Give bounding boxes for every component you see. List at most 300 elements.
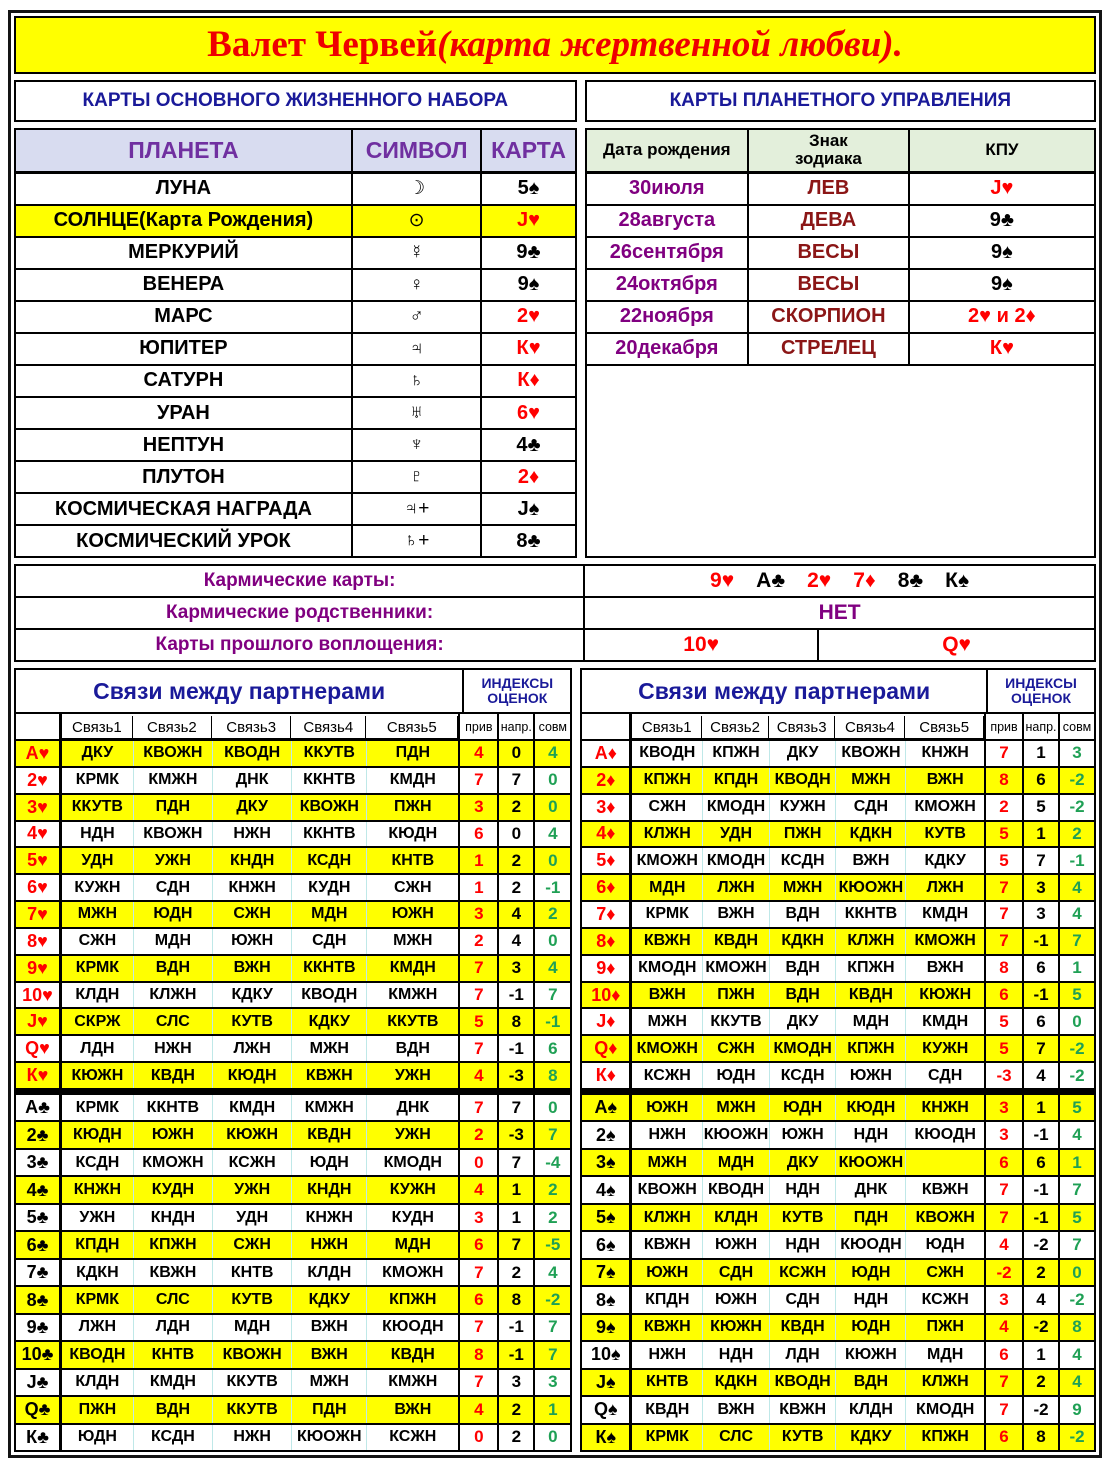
index-cell: 6 (984, 1425, 1022, 1450)
index-cell: 7 (497, 768, 533, 793)
partner-row-7♦ (582, 902, 1094, 929)
link-cell: НДН (80, 824, 115, 842)
link-cell: КРМК (75, 1098, 120, 1116)
index-cell: -1 (1022, 929, 1058, 954)
link-cell: КПДН (702, 768, 769, 793)
partner-row-3♠ (582, 1150, 1094, 1177)
card-label: 4♥ (16, 822, 62, 847)
link-cell: МЖН (291, 1036, 366, 1061)
link-cell: КПЖН (835, 1036, 905, 1061)
planet-symbol: ♄ (353, 366, 483, 396)
card-label: 7♦ (582, 902, 632, 927)
partner-row-3♣ (16, 1150, 570, 1177)
link-cell: СЖН (702, 1036, 769, 1061)
link-cell: ЮЖН (702, 1287, 769, 1312)
index-cell: 7 (984, 741, 1022, 766)
index-cell: 7 (984, 1370, 1022, 1395)
mgmt-row (587, 334, 1094, 366)
link-cell: ЮЖН (769, 1122, 836, 1147)
past-incarnation-values (585, 630, 1094, 660)
link-cell: КЮОДН (835, 1232, 905, 1257)
card-label: 3♦ (582, 795, 632, 820)
link-cell: КУЖН (366, 1177, 458, 1202)
link-col-header: Связь2 (701, 716, 769, 739)
kpu-card: 9♣ (989, 209, 1015, 232)
link-cell: КВОДН (639, 744, 696, 762)
link-cell: ЮЖН (835, 1063, 905, 1088)
link-cell: КМОДН (366, 1150, 458, 1175)
partner-row-8♣ (16, 1287, 570, 1314)
index-cell: 0 (533, 929, 570, 954)
link-cell: КМДН (905, 1009, 984, 1034)
link-cell: КЮДН (835, 1095, 905, 1120)
link-cell: ККУТВ (366, 1009, 458, 1034)
card-label: 5♠ (582, 1205, 632, 1230)
link-cell: КСЖН (643, 1066, 691, 1084)
link-cell: КВЖН (133, 1260, 212, 1285)
link-cell: КНТВ (645, 1373, 689, 1391)
planet-name: НЕПТУН (16, 430, 353, 460)
index-cell: 8 (1058, 1315, 1094, 1340)
main-life-set-header: КАРТЫ ОСНОВНОГО ЖИЗНЕННОГО НАБОРА (14, 80, 577, 122)
partner-row-4♥ (16, 822, 570, 849)
partner-row-5♦ (582, 848, 1094, 875)
index-cell: 1 (1022, 1095, 1058, 1120)
planet-symbol: ♀ (353, 270, 483, 300)
index-cell: -4 (533, 1150, 570, 1175)
index-cell: 4 (497, 902, 533, 927)
index-cell: 1 (1022, 822, 1058, 847)
index-cell: 6 (984, 1342, 1022, 1367)
link-cell: КУДН (291, 875, 366, 900)
index-cell: -2 (1058, 795, 1094, 820)
index-cell: 4 (533, 956, 570, 981)
zodiac-sign: ДЕВА (749, 206, 910, 236)
link-cell: КДКУ (212, 983, 291, 1008)
planet-row (16, 526, 575, 556)
link-cell: КВОЖН (637, 1181, 697, 1199)
planet-row (16, 398, 575, 430)
partner-row-К♦ (582, 1063, 1094, 1088)
partner-section-hearts (16, 741, 570, 1088)
partner-row-2♣ (16, 1122, 570, 1149)
past-incarnation-row (16, 630, 1094, 660)
link-cell: КЮДН (212, 1063, 291, 1088)
partner-row-7♣ (16, 1260, 570, 1287)
index-cell: 4 (1058, 1370, 1094, 1395)
index-cell: 6 (984, 983, 1022, 1008)
link-cell: КЮДН (72, 1126, 122, 1144)
link-cell: КМОДН (702, 795, 769, 820)
link-cell: КВДН (366, 1342, 458, 1367)
link-cell: ПЖН (702, 983, 769, 1008)
index-cell: -2 (984, 1260, 1022, 1285)
card-label: Q♦ (582, 1036, 632, 1061)
partner-row-4♦ (582, 822, 1094, 849)
index-cell: 2 (1022, 1260, 1058, 1285)
partner-subheader (582, 714, 1094, 741)
mgmt-row (587, 238, 1094, 270)
planet-symbol: ♆ (353, 430, 483, 460)
link-cell: ВЖН (291, 1315, 366, 1340)
card-label: К♥ (16, 1063, 62, 1088)
link-cell: ККУТВ (71, 798, 123, 816)
index-cell: 2 (533, 902, 570, 927)
kpu-card: J♥ (990, 177, 1014, 200)
partner-row-К♣ (16, 1425, 570, 1450)
link-cell: КРМК (75, 771, 120, 789)
link-cell: КЮОДН (905, 1122, 984, 1147)
index-cell: 6 (458, 1287, 497, 1312)
planet-name: ЛУНА (16, 174, 353, 204)
index-cell: 4 (984, 1315, 1022, 1340)
link-cell: МДН (702, 1150, 769, 1175)
link-col-header: Связь5 (904, 716, 984, 739)
index-cell: 2 (458, 1122, 497, 1147)
index-cell: -1 (1022, 983, 1058, 1008)
link-cell: ЮЖН (646, 1098, 689, 1116)
link-cell: КДКУ (291, 1287, 366, 1312)
link-cell: КВДН (291, 1122, 366, 1147)
link-cell: ЮДН (77, 1428, 117, 1446)
planet-card: 9♠ (517, 273, 540, 296)
link-cell: ВЖН (212, 956, 291, 981)
index-cell: 3 (458, 902, 497, 927)
index-cell: 7 (984, 929, 1022, 954)
card-label: 3♣ (16, 1150, 62, 1175)
index-cell: 0 (497, 822, 533, 847)
link-cell: КЮОЖН (291, 1425, 366, 1450)
link-cell: ККНТВ (133, 1095, 212, 1120)
link-cell: ПДН (291, 1397, 366, 1422)
kpu-card: К♥ (989, 337, 1014, 360)
index-cell: 4 (984, 1232, 1022, 1257)
index-cell: 6 (458, 822, 497, 847)
link-cell: КНЖН (212, 875, 291, 900)
index-col-header: прив (984, 714, 1022, 739)
link-cell: МЖН (835, 768, 905, 793)
index-cell: 5 (458, 1009, 497, 1034)
link-cell: КДКН (835, 822, 905, 847)
index-cell: 6 (533, 1036, 570, 1061)
index-cell: -1 (497, 1315, 533, 1340)
link-cell: КЛДН (75, 1373, 120, 1391)
link-cell: КУТВ (905, 822, 984, 847)
index-cell: 4 (533, 822, 570, 847)
link-cell: ДНК (366, 1095, 458, 1120)
partner-table-left (14, 668, 572, 1452)
index-cell: 1 (497, 1177, 533, 1202)
card-label: 6♥ (16, 875, 62, 900)
link-cell: ВДН (366, 1036, 458, 1061)
past-incarnation-label: Карты прошлого воплощения: (16, 630, 585, 660)
index-cell: -1 (1058, 848, 1094, 873)
card-label: 9♥ (16, 956, 62, 981)
link-cell: КМДН (133, 1370, 212, 1395)
link-cell: КРМК (645, 1428, 689, 1446)
card-label: 7♥ (16, 902, 62, 927)
karmic-relatives-value: НЕТ (818, 601, 861, 625)
planet-card: 2♦ (517, 465, 540, 488)
partner-section-spades (582, 1095, 1094, 1450)
link-cell: ДНК (835, 1177, 905, 1202)
partner-table-header (582, 670, 1094, 714)
mgmt-row (587, 206, 1094, 238)
link-cell: ЛЖН (702, 875, 769, 900)
index-cell: 1 (458, 848, 497, 873)
link-cell: СЛС (133, 1009, 212, 1034)
link-cell: КНДН (212, 848, 291, 873)
link-cell: МДН (835, 1009, 905, 1034)
link-cell: ВЖН (905, 956, 984, 981)
link-cell: СЖН (366, 875, 458, 900)
link-cell: СЛС (133, 1287, 212, 1312)
partner-row-К♠ (582, 1425, 1094, 1450)
symbol-col-header: СИМВОЛ (353, 130, 483, 171)
link-cell: КВЖН (643, 1236, 691, 1254)
karmic-relatives-row (16, 598, 1094, 630)
link-cell: МЖН (769, 875, 836, 900)
link-cell: КМОДН (769, 1036, 836, 1061)
birth-date: 24октября (587, 270, 749, 300)
card-label: 2♥ (16, 768, 62, 793)
index-cell: 0 (458, 1150, 497, 1175)
index-cell: 7 (497, 1095, 533, 1120)
index-cell: 3 (984, 1122, 1022, 1147)
index-cell: 4 (1022, 1287, 1058, 1312)
kpu-card: 2♥ и 2♦ (968, 305, 1036, 328)
index-cell: 2 (497, 875, 533, 900)
mgmt-table-header (587, 130, 1094, 174)
link-cell: ПДН (366, 741, 458, 766)
index-cell: 5 (1022, 795, 1058, 820)
link-cell: ККНТВ (291, 956, 366, 981)
link-cell: ККУТВ (702, 1009, 769, 1034)
index-cell: 3 (1058, 741, 1094, 766)
link-cell: КСДН (769, 1063, 836, 1088)
index-cell: 3 (1022, 875, 1058, 900)
planet-card: J♥ (517, 209, 541, 232)
index-header (986, 670, 1094, 712)
index-cell: 4 (533, 1260, 570, 1285)
planet-card: J♠ (517, 497, 540, 520)
index-cell: 6 (1022, 1150, 1058, 1175)
link-cell: КУТВ (212, 1009, 291, 1034)
link-cell: ККУТВ (212, 1397, 291, 1422)
index-cell: 6 (1022, 1009, 1058, 1034)
partner-row-А♦ (582, 741, 1094, 768)
link-cell: КНТВ (212, 1260, 291, 1285)
link-cell: СДН (769, 1287, 836, 1312)
planet-name: ЮПИТЕР (16, 334, 353, 364)
index-cell: 7 (984, 1177, 1022, 1202)
link-cell: КПЖН (133, 1232, 212, 1257)
link-cell: МЖН (647, 1153, 687, 1171)
link-cell: ЮЖН (646, 1263, 689, 1281)
index-cell: 0 (533, 1425, 570, 1450)
link-cell: КЮДН (366, 822, 458, 847)
link-cell: КВЖН (643, 1318, 691, 1336)
index-cell: 0 (1058, 1009, 1094, 1034)
index-cell: 3 (984, 1287, 1022, 1312)
link-cell: ДКУ (769, 741, 836, 766)
link-cell: ЛЖН (212, 1036, 291, 1061)
card-label: 10♠ (582, 1342, 632, 1367)
past-card-2: Q♥ (942, 633, 972, 657)
link-cell: КВОДН (769, 768, 836, 793)
index-cell: 8 (497, 1009, 533, 1034)
link-cell: СЖН (905, 1260, 984, 1285)
planet-card: 9♣ (516, 241, 541, 264)
index-cell: 6 (984, 1150, 1022, 1175)
partner-row-5♣ (16, 1205, 570, 1232)
link-cell: МЖН (366, 929, 458, 954)
partner-row-Q♥ (16, 1036, 570, 1063)
upper-tables (14, 128, 1096, 559)
link-cell: КМДН (212, 1095, 291, 1120)
link-cell: ККНТВ (835, 902, 905, 927)
link-cell: КМОДН (702, 848, 769, 873)
index-cell: 7 (984, 1205, 1022, 1230)
index-cell: 5 (984, 822, 1022, 847)
link-cell: ВЖН (702, 902, 769, 927)
card-label: 9♣ (16, 1315, 62, 1340)
card-label: 3♥ (16, 795, 62, 820)
zodiac-sign: СКОРПИОН (749, 302, 910, 332)
link-cell: КВОДН (769, 1370, 836, 1395)
link-cell: КПЖН (702, 741, 769, 766)
index-col-header: совм (533, 714, 570, 739)
link-cell: КВДН (133, 1063, 212, 1088)
card-label: 4♠ (582, 1177, 632, 1202)
index-cell: 7 (458, 983, 497, 1008)
index-cell: 4 (1022, 1063, 1058, 1088)
link-cell: ДКУ (769, 1009, 836, 1034)
link-cell: ВЖН (366, 1397, 458, 1422)
planet-row (16, 238, 575, 270)
link-cell: ЮЖН (366, 902, 458, 927)
index-cell: 2 (984, 795, 1022, 820)
link-cell: ВЖН (648, 986, 686, 1004)
partner-row-6♥ (16, 875, 570, 902)
index-col-header: прив (458, 714, 497, 739)
partner-table-title: Связи между партнерами (638, 677, 931, 704)
link-cell: КСЖН (212, 1150, 291, 1175)
index-cell: 3 (458, 1205, 497, 1230)
subheader-spacer (16, 714, 62, 739)
link-cell: МДН (212, 1315, 291, 1340)
partner-row-Q♣ (16, 1397, 570, 1424)
link-cell: ККНТВ (291, 768, 366, 793)
card-label: 2♦ (582, 768, 632, 793)
link-cell: ВДН (835, 1370, 905, 1395)
link-col-header: Связь4 (290, 716, 366, 739)
index-cell: 7 (984, 1397, 1022, 1422)
partner-row-8♠ (582, 1287, 1094, 1314)
index-cell: 3 (984, 1095, 1022, 1120)
link-cell: НЖН (212, 1425, 291, 1450)
link-cell: КЮЖН (71, 1066, 124, 1084)
link-cell: КВЖН (291, 1063, 366, 1088)
card-label: К♣ (16, 1425, 62, 1450)
link-cell: ДКУ (212, 795, 291, 820)
partner-row-9♠ (582, 1315, 1094, 1342)
link-cell: КНЖН (73, 1181, 122, 1199)
partner-row-Q♦ (582, 1036, 1094, 1063)
link-cell: МЖН (647, 1012, 687, 1030)
link-cell: КВОЖН (133, 822, 212, 847)
link-cell: КМЖН (366, 1370, 458, 1395)
link-col-header: Связь2 (132, 716, 212, 739)
link-cell: КМОДН (905, 1397, 984, 1422)
index-cell: -3 (497, 1122, 533, 1147)
link-cell: КПЖН (835, 956, 905, 981)
index-cell: -1 (1022, 1177, 1058, 1202)
mgmt-rows (587, 174, 1094, 366)
card-label: 7♠ (582, 1260, 632, 1285)
planetary-rule-header: КАРТЫ ПЛАНЕТНОГО УПРАВЛЕНИЯ (585, 80, 1096, 122)
planet-row (16, 494, 575, 526)
link-col-header: Связь3 (211, 716, 291, 739)
link-cell: ЮЖН (212, 929, 291, 954)
link-cell: КМОЖН (636, 851, 698, 869)
index-cell: 7 (984, 902, 1022, 927)
link-cell: КВОЖН (835, 741, 905, 766)
planet-card: 4♣ (516, 433, 541, 456)
card-label: 8♣ (16, 1287, 62, 1312)
card-label: 6♣ (16, 1232, 62, 1257)
link-cell: КСДН (133, 1425, 212, 1450)
link-cell: КУЖН (905, 1036, 984, 1061)
planet-card: К♥ (516, 337, 541, 360)
index-cell: 2 (533, 1177, 570, 1202)
index-cell: 4 (458, 1177, 497, 1202)
link-cell: ВДН (769, 983, 836, 1008)
link-cell: МДН (905, 1342, 984, 1367)
index-header-text: ИНДЕКСЫ ОЦЕНОК (1005, 674, 1077, 706)
link-cell: КЮЖН (702, 1315, 769, 1340)
empty-area (587, 366, 1094, 557)
page-frame (8, 10, 1102, 1458)
link-cell: КЛДН (75, 986, 120, 1004)
index-cell: 4 (497, 929, 533, 954)
birth-date: 30июля (587, 174, 749, 204)
link-cell: НЖН (648, 1126, 687, 1144)
link-cell: ЮЖН (702, 1232, 769, 1257)
index-cell: -1 (533, 875, 570, 900)
partner-table-header (16, 670, 570, 714)
partner-row-А♠ (582, 1095, 1094, 1122)
link-cell: КСЖН (905, 1287, 984, 1312)
link-cell: КЮЖН (905, 983, 984, 1008)
link-cell: КСДН (291, 848, 366, 873)
link-cell: КУТВ (769, 1425, 836, 1450)
index-cell: 4 (1058, 902, 1094, 927)
card-label: 9♦ (582, 956, 632, 981)
partner-tables (14, 668, 1096, 1452)
link-cell: КДКН (76, 1263, 119, 1281)
link-cell: КЮОЖН (835, 875, 905, 900)
title-main: Валет Червей (207, 24, 438, 66)
index-cell: 2 (497, 1397, 533, 1422)
link-cell: ЮДН (905, 1232, 984, 1257)
index-col-header: напр. (497, 714, 533, 739)
karmic-card: 2♥ (807, 569, 832, 593)
index-cell: 6 (1022, 956, 1058, 981)
karmic-card: 8♣ (897, 569, 924, 593)
link-cell: ПЖН (769, 822, 836, 847)
link-cell: КМДН (366, 768, 458, 793)
